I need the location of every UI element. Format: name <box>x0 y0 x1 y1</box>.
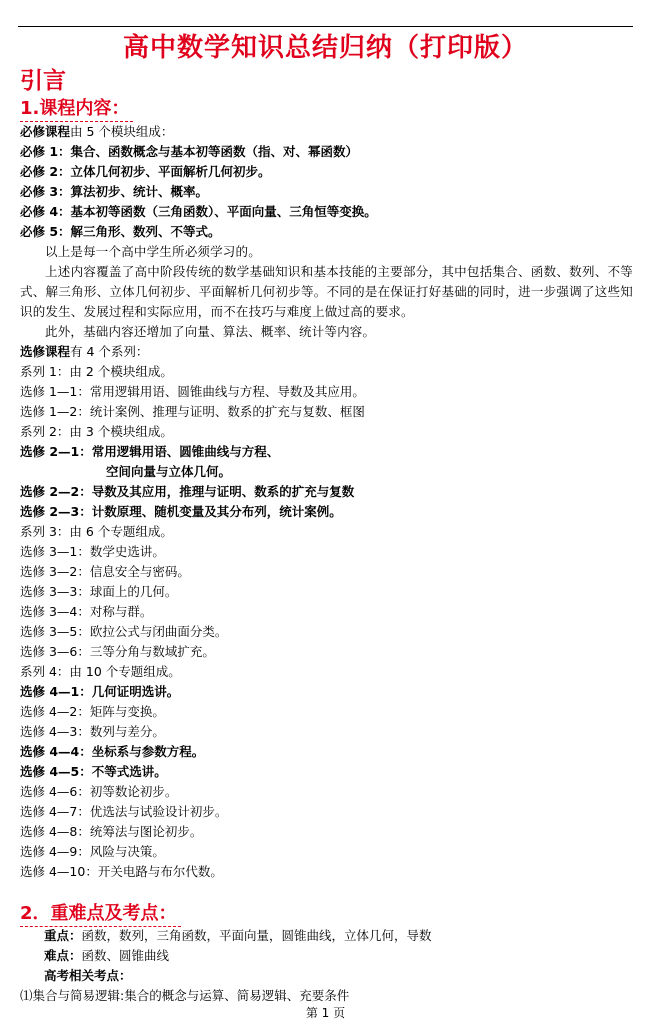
elective-line: 系列 3：由 6 个专题组成。 <box>20 524 173 539</box>
intro-heading: 引言 <box>20 68 66 94</box>
section1-heading-text: 1.课程内容： <box>20 98 130 119</box>
elective-line: 系列 1：由 2 个模块组成。 <box>20 364 173 379</box>
elective-line: 系列 4：由 10 个专题组成。 <box>20 664 181 679</box>
elective-line: 系列 2：由 3 个模块组成。 <box>20 424 173 439</box>
elective-line: 选修 3—6：三等分角与数域扩充。 <box>20 644 215 659</box>
required-intro-label: 必修课程 <box>20 124 71 139</box>
elective-intro-label: 选修课程 <box>20 344 71 359</box>
header-rule <box>18 26 633 27</box>
difficult-points <box>20 946 633 966</box>
elective-line: 选修 4—9：风险与决策。 <box>20 844 165 859</box>
elective-intro-text: 有 4 个系列： <box>70 344 149 359</box>
exam-item-1: ⑴集合与简易逻辑:集合的概念与运算、简易逻辑、充要条件 <box>20 988 350 1003</box>
elective-line: 选修 4—2：矩阵与变换。 <box>20 704 165 719</box>
required-intro <box>20 122 633 142</box>
difficult-points-text: 函数、圆锥曲线 <box>81 948 170 963</box>
section2-heading <box>20 902 177 926</box>
paragraph-1: 以上是每一个高中学生所必须学习的。 <box>45 244 261 259</box>
elective-line: 选修 4—7：优选法与试验设计初步。 <box>20 804 228 819</box>
elective-line: 选修 3—3：球面上的几何。 <box>20 584 178 599</box>
paragraph-3: 此外，基础内容还增加了向量、算法、概率、统计等内容。 <box>45 324 376 339</box>
elective-line: 选修 4—4：坐标系与参数方程。 <box>20 744 205 759</box>
key-points-label: 重点： <box>44 928 82 943</box>
difficult-points-label: 难点： <box>44 948 82 963</box>
elective-line: 选修 4—3：数列与差分。 <box>20 724 165 739</box>
elective-line: 选修 3—4：对称与群。 <box>20 604 153 619</box>
elective-line: 选修 1—1：常用逻辑用语、圆锥曲线与方程、导数及其应用。 <box>20 384 365 399</box>
elective-line: 选修 3—1：数学史选讲。 <box>20 544 165 559</box>
key-points <box>20 926 633 946</box>
elective-line: 选修 2—1：常用逻辑用语、圆锥曲线与方程、 <box>20 444 280 459</box>
elective-line: 选修 3—5：欧拉公式与闭曲面分类。 <box>20 624 228 639</box>
elective-line: 选修 3—2：信息安全与密码。 <box>20 564 190 579</box>
elective-line: 空间向量与立体几何。 <box>106 464 232 479</box>
elective-list <box>20 362 633 882</box>
elective-line: 选修 2—3：计数原理、随机变量及其分布列，统计案例。 <box>20 504 342 519</box>
required-intro-text: 由 5 个模块组成： <box>70 124 174 139</box>
elective-line: 选修 2—2：导数及其应用，推理与证明、数系的扩充与复数 <box>20 484 355 499</box>
required-module-3: 必修 3：算法初步、统计、概率。 <box>20 184 209 199</box>
required-module-1: 必修 1：集合、函数概念与基本初等函数（指、对、幂函数） <box>20 144 359 159</box>
page-title: 高中数学知识总结归纳（打印版） <box>122 33 528 63</box>
elective-line: 选修 4—6：初等数论初步。 <box>20 784 178 799</box>
key-points-text: 函数，数列，三角函数，平面向量，圆锥曲线，立体几何，导数 <box>81 928 432 943</box>
section1-content <box>20 122 633 882</box>
elective-line: 选修 4—8：统筹法与图论初步。 <box>20 824 203 839</box>
page-number: 第 1 页 <box>305 1006 346 1020</box>
required-module-5: 必修 5：解三角形、数列、不等式。 <box>20 224 221 239</box>
paragraph-2: 上述内容覆盖了高中阶段传统的数学基础知识和基本技能的主要部分，其中包括集合、函数、数列、不等式、解三角形、立体几何初步、平面解析几何初步等。不同的是在保证打好基础的同时，进一步强调了这些知识的发生、发展过程和实际应用，而不在技巧与难度上做过高的要求。 <box>20 264 633 319</box>
exam-points-label: 高考相关考点： <box>44 968 132 983</box>
elective-line: 选修 4—1：几何证明选讲。 <box>20 684 180 699</box>
required-module-4: 必修 4：基本初等函数（三角函数）、平面向量、三角恒等变换。 <box>20 204 377 219</box>
elective-line: 选修 4—5：不等式选讲。 <box>20 764 167 779</box>
required-module-2: 必修 2：立体几何初步、平面解析几何初步。 <box>20 164 271 179</box>
elective-line: 选修 1—2：统计案例、推理与证明、数系的扩充与复数、框图 <box>20 404 365 419</box>
section1-heading <box>20 97 129 121</box>
elective-intro <box>20 342 633 362</box>
elective-line: 选修 4—10：开关电路与布尔代数。 <box>20 864 223 879</box>
section2-content <box>20 926 633 1006</box>
section2-heading-text: 2．重难点及考点： <box>20 903 177 924</box>
